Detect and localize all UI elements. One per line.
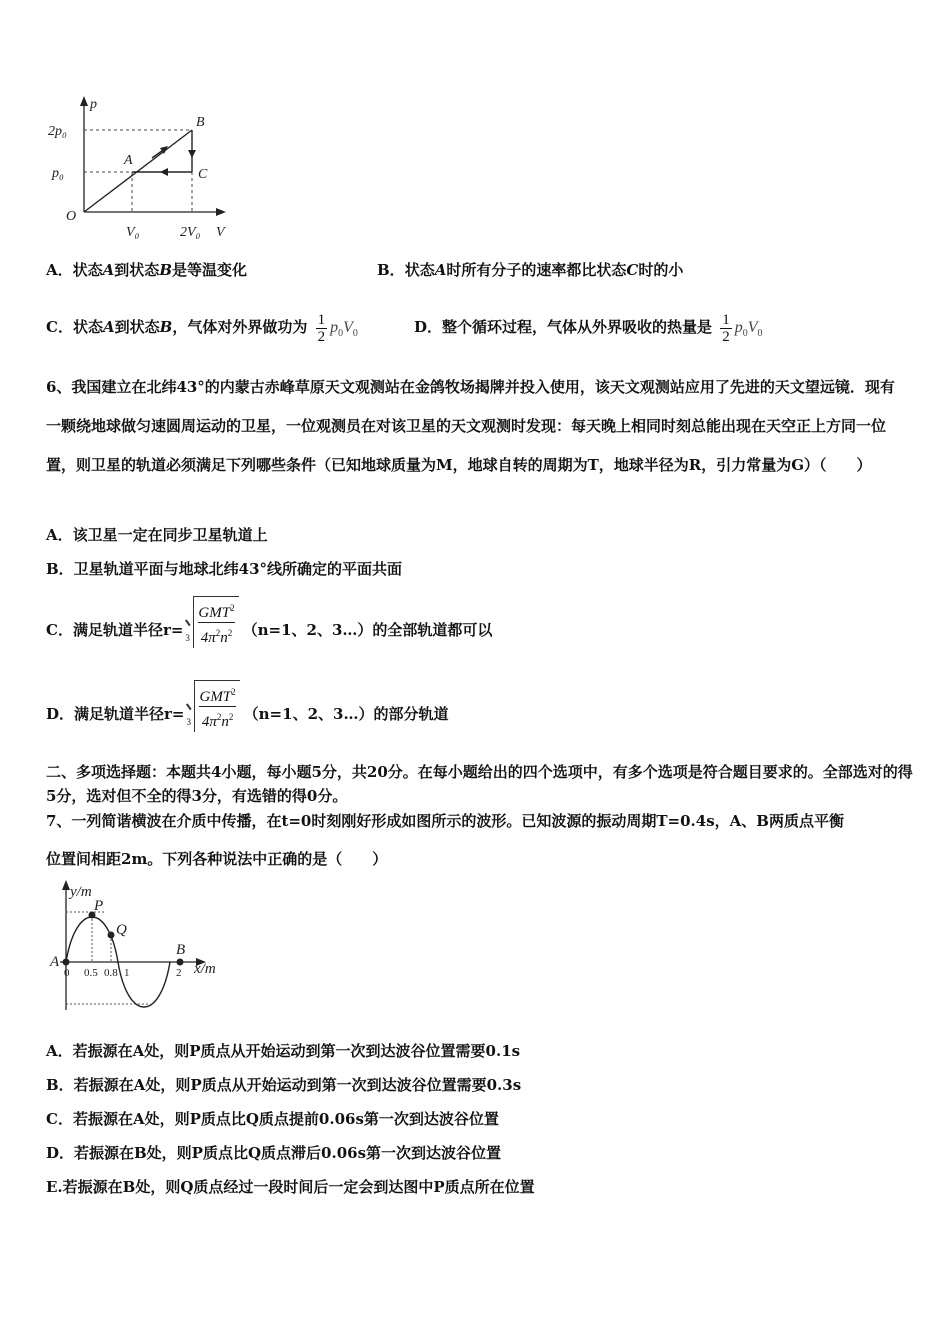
q6-stem: 6、我国建立在北纬43°的内蒙古赤峰草原天文观测站在金鸽牧场揭牌并投入使用，该天文观测站应用了先进的天文望远镜．现有一颗绕地球做匀速圆周运动的卫星，一位观测员在对该卫星的天文观测时发现：每天晚上相同时刻总能出现在天空正上方同一位置，则卫星的轨道必须满足下列哪些条件（已知地球质量为M，地球自转的周期为T，地球半径为R，引力常量为G）（ ） (46, 378, 895, 474)
origin-label: O (66, 209, 77, 224)
point-a-label: A (124, 153, 133, 168)
x-axis-label: x/m (194, 961, 216, 977)
point-c-label: C (198, 167, 208, 182)
cube-root-formula: 3 GMT$^2$ $4\pi^2n^2$ (186, 680, 239, 750)
q5-option-b: B．状态A时所有分子的速率都比状态C时的小 (377, 261, 684, 279)
x-tick-1: 1 (124, 967, 130, 979)
q7-option-b: B．若振源在A处，则P质点从开始运动到第一次到达波谷位置需要0.3s (46, 1076, 522, 1094)
point-a-label: A (50, 954, 60, 970)
q7-stem-line1: 7、一列简谐横波在介质中传播，在t=0时刻刚好形成如图所示的波形。已知波源的振动周期T=0.4s，A、B两质点平衡 (46, 812, 844, 830)
cube-root-formula: 3 GMT$^2$ $4\pi^2n^2$ (185, 596, 238, 666)
x-tick-0: 0 (64, 967, 70, 979)
v-axis-label: V (216, 225, 225, 240)
q7-option-c: C．若振源在A处，则P质点比Q质点提前0.06s第一次到达波谷位置 (46, 1110, 499, 1128)
y-axis-label: y/m (70, 884, 92, 900)
fraction-half: $\frac{1}{2}$ (722, 311, 730, 345)
point-q-label: Q (116, 922, 127, 938)
x-tick-0-8: 0.8 (104, 967, 118, 979)
point-b-label: B (176, 942, 186, 958)
y-tick-2p0: 2p₀ (48, 124, 67, 139)
q6-option-a: A．该卫星一定在同步卫星轨道上 (46, 526, 268, 544)
q7-stem-line2: 位置间相距2m。下列各种说法中正确的是（ ） (46, 850, 388, 868)
pv-diagram (40, 92, 240, 242)
q5-option-c: C．状态A到状态B，气体对外界做功为 $\frac{1}{2}$ $p_0V_0$ (46, 311, 358, 345)
p-axis-label: p (90, 97, 97, 112)
x-tick-v0: V₀ (126, 225, 140, 240)
fraction-half: $\frac{1}{2}$ (317, 311, 326, 345)
x-tick-2: 2 (176, 967, 182, 979)
q5-option-a: A．状态A到状态B是等温变化 (46, 261, 248, 279)
q7-option-a: A．若振源在A处，则P质点从开始运动到第一次到达波谷位置需要0.1s (46, 1042, 521, 1060)
x-tick-2v0: 2V₀ (180, 225, 201, 240)
y-tick-p0: p₀ (52, 166, 64, 181)
q7-option-e: E.若振源在B处，则Q质点经过一段时间后一定会到达图中P质点所在位置 (46, 1178, 535, 1196)
q6-option-b: B．卫星轨道平面与地球北纬43°线所确定的平面共面 (46, 560, 403, 578)
q7-option-d: D．若振源在B处，则P质点比Q质点滞后0.06s第一次到达波谷位置 (46, 1144, 502, 1162)
x-tick-0-5: 0.5 (84, 967, 98, 979)
q5-option-d: D．整个循环过程，气体从外界吸收的热量是 $\frac{1}{2}$ $p_0V_0$ (414, 311, 763, 345)
point-b-label: B (196, 115, 205, 130)
q6-option-d: D．满足轨道半径r= 3 GMT$^2$ $4\pi^2n^2$ （n=1、2、3…）的部分轨道 (46, 680, 448, 750)
point-p-label: P (94, 898, 104, 914)
section2-header: 二、多项选择题：本题共4小题，每小题5分，共20分。在每小题给出的四个选项中，有多个选项是符合题目要求的。全部选对的得5分，选对但不全的得3分，有选错的得0分。 (46, 763, 913, 805)
q6-option-c: C．满足轨道半径r= 3 GMT$^2$ $4\pi^2n^2$ （n=1、2、3…）的全部轨道都可以 (46, 596, 492, 666)
wave-diagram (44, 878, 244, 1018)
